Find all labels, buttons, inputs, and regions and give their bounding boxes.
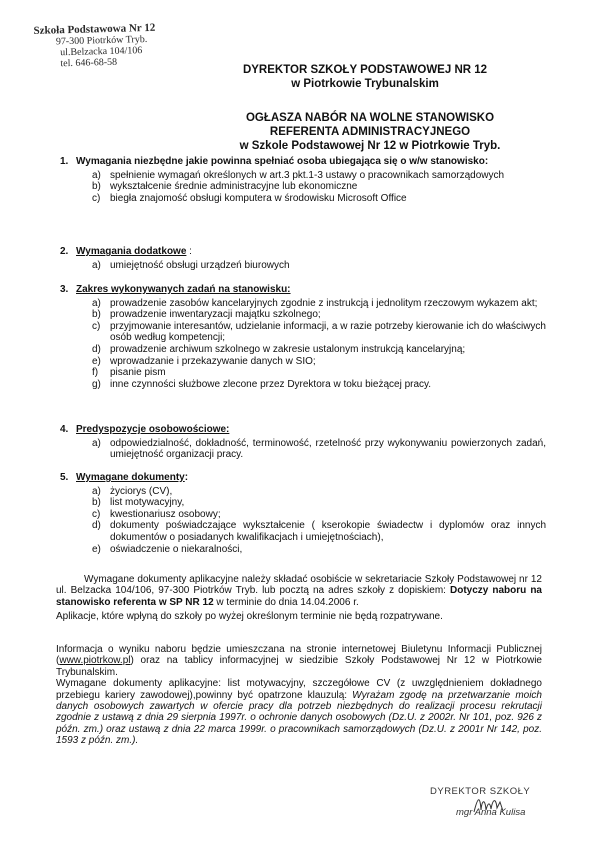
item-text: inne czynności służbowe zlecone przez Dyrektora w toku bieżącej pracy. <box>110 378 432 390</box>
header-director <box>200 63 530 91</box>
section-requirements <box>60 156 546 204</box>
item-marker: c) <box>92 192 101 204</box>
list-item <box>92 260 546 272</box>
list-item <box>92 181 546 193</box>
section-heading-text: Zakres wykonywanych zadań na stanowisku: <box>76 284 291 295</box>
item-marker: e) <box>92 543 101 555</box>
section-number: 2. <box>60 246 69 257</box>
item-marker: a) <box>92 169 101 181</box>
item-text: wykształcenie średnie administracyjne lub ekonomiczne <box>110 181 358 193</box>
stamp-line-street: ul.Belzacka 104/106 <box>60 45 143 59</box>
list-item <box>92 497 546 509</box>
signature-name: mgr Anna Kulisa <box>456 807 526 818</box>
section-heading-text: Predyspozycje osobowościowe: <box>76 424 230 435</box>
section-number: 5. <box>60 472 69 483</box>
consent-text <box>56 678 542 746</box>
header-title-3: OGŁASZA NABÓR NA WOLNE STANOWISKO <box>245 112 495 124</box>
item-marker: a) <box>92 485 101 497</box>
section-heading <box>60 472 546 484</box>
info-text <box>56 644 542 678</box>
item-marker: e) <box>92 355 101 367</box>
item-text: przyjmowanie interesantów, udzielanie informacji, a w razie potrzeby kierowanie ich do właściwych osób według kompetencji; <box>110 320 546 344</box>
info-paragraph <box>56 644 542 747</box>
submission-note: Aplikacje, które wpłyną do szkoły po wyżej określonym terminie nie będą rozpatrywane. <box>56 611 443 623</box>
item-marker: d) <box>92 520 101 532</box>
list-item <box>92 438 546 461</box>
section-documents <box>60 472 546 555</box>
item-text: dokumenty poświadczające wykształcenie ( kserokopie świadectw i dyplomów oraz innych dokumentów o posiadanych kwalifikacjach i umiejętnościach), <box>110 520 546 543</box>
header-title-1: DYREKTOR SZKOŁY PODSTAWOWEJ NR 12 <box>242 64 488 76</box>
submission-subject: Dotyczy naboru na stanowisko referenta w SP NR 12 <box>56 585 542 608</box>
section-heading-tail: : <box>184 472 189 483</box>
submission-deadline: w terminie do dnia 14.04.2006 r. <box>213 596 359 608</box>
bip-link[interactable]: www.piotrkow.pl <box>59 655 131 667</box>
submission-text <box>56 574 542 608</box>
item-marker: c) <box>92 508 101 520</box>
item-text: biegła znajomość obsługi komputera w środowisku Microsoft Office <box>110 192 407 204</box>
item-text: odpowiedzialność, dokładność, terminowość, rzetelność przy wykonywaniu powierzonych zadań, umiejętność organizacji pracy. <box>110 437 546 461</box>
stamp-line-city: 97-300 Piotrków Tryb. <box>55 33 148 48</box>
item-text: prowadzenie archiwum szkolnego w zakresie ustalonym instrukcją kancelaryjną; <box>110 343 466 355</box>
section-predispositions <box>60 424 546 461</box>
info-text-part: Informacja o wyniku naboru będzie umieszczana na stronie internetowej Biuletynu Informacji Publicznej ( <box>56 644 542 667</box>
list-item <box>92 509 546 521</box>
item-text: kwestionariusz osobowy; <box>110 508 221 520</box>
section-heading-text: Wymagane dokumenty <box>76 472 185 483</box>
submission-paragraph <box>56 574 542 623</box>
item-marker: a) <box>92 297 101 309</box>
item-marker: a) <box>92 259 101 271</box>
school-stamp <box>33 22 184 70</box>
info-text-part: ) oraz na tablicy informacyjnej w siedzibie Szkoły Podstawowej Nr 12 w Piotrkowie Trybunalskim. <box>56 655 542 678</box>
item-marker: d) <box>92 343 101 355</box>
handwritten-signature <box>470 792 510 818</box>
item-text: prowadzenie zasobów kancelaryjnych zgodnie z instrukcją i jednolitym rzeczowym wykazem akt; <box>110 297 538 309</box>
list-item <box>92 544 546 556</box>
item-text: list motywacyjny, <box>110 497 185 509</box>
consent-text-part: Wymagane dokumenty aplikacyjne: list motywacyjny, szczegółowe CV (z uwzględnieniem dokładnego przebiegu kariery zawodowej),powinny być opatrzone klauzulą: <box>56 678 542 701</box>
section-duties <box>60 284 546 390</box>
section-additional <box>60 246 546 271</box>
item-text: prowadzenie inwentaryzacji majątku szkolnego; <box>110 309 321 321</box>
item-marker: b) <box>92 497 101 509</box>
section-heading <box>60 156 546 168</box>
item-marker: a) <box>92 437 101 449</box>
list-item <box>92 321 546 344</box>
submission-text-part: Wymagane dokumenty aplikacyjne należy składać osobiście w sekretariacie Szkoły Podstawowej nr 12 ul. Belzacka 104/106, 97-300 Piotrków Tryb. lub pocztą na adres szkoły z dopiskiem: <box>56 574 542 597</box>
header-announcement <box>200 111 540 153</box>
list-item <box>92 298 546 310</box>
item-text: pisanie pism <box>110 367 166 379</box>
item-marker: b) <box>92 181 101 193</box>
header-title-2: w Piotrkowie Trybunalskim <box>291 78 439 90</box>
item-text: umiejętność obsługi urządzeń biurowych <box>110 259 290 271</box>
header-title-5: w Szkole Podstawowej Nr 12 w Piotrkowie Tryb. <box>239 140 501 152</box>
item-text: życiorys (CV), <box>110 485 173 497</box>
item-marker: f) <box>92 367 99 379</box>
list-item <box>92 486 546 498</box>
list-item <box>92 379 546 391</box>
item-marker: c) <box>92 320 101 332</box>
section-number: 1. <box>60 156 69 167</box>
signature-block <box>430 786 570 818</box>
consent-clause: Wyrażam zgodę na przetwarzanie moich danych osobowych zawartych w ofercie pracy dla potrzeb niezbędnych do realizacji procesu rekrutacji zgodnie z ustawą z dnia 29 sierpnia 1997r. o ochronie danych osobowych (Dz.U. z 2002r. Nr 101, poz. 926 z późn. zm.) oraz ustawą z dnia 22 marca 1999r. o pracownikach samorządowych (Dz.U. z 2001r Nr 142, poz. 1593 z późn. zm.). <box>56 689 542 747</box>
section-heading-text: Wymagania niezbędne jakie powinna spełniać osoba ubiegająca się o w/w stanowisko: <box>76 156 489 167</box>
item-marker: g) <box>92 378 101 390</box>
stamp-line-name: Szkoła Podstawowa Nr 12 <box>33 21 156 37</box>
item-text: spełnienie wymagań określonych w art.3 pkt.1-3 ustawy o pracownikach samorządowych <box>110 169 505 181</box>
list-item <box>92 193 546 205</box>
section-heading-tail: : <box>186 246 192 257</box>
section-heading-text: Wymagania dodatkowe <box>76 246 187 257</box>
item-marker: b) <box>92 309 101 321</box>
section-heading <box>60 284 546 296</box>
signature-title: DYREKTOR SZKOŁY <box>430 786 531 797</box>
list-item <box>92 520 546 543</box>
section-heading <box>60 424 546 436</box>
item-text: wprowadzanie i przekazywanie danych w SIO; <box>110 355 316 367</box>
list-item <box>92 309 546 321</box>
item-text: oświadczenie o niekaralności, <box>110 543 243 555</box>
list-item <box>92 344 546 356</box>
stamp-line-phone: tel. 646-68-58 <box>60 56 118 70</box>
header-title-4: REFERENTA ADMINISTRACYJNEGO <box>269 126 471 138</box>
list-item <box>92 367 546 379</box>
list-item <box>92 356 546 368</box>
section-number: 4. <box>60 424 69 435</box>
list-item <box>92 170 546 182</box>
section-heading <box>60 246 546 258</box>
section-number: 3. <box>60 284 69 295</box>
